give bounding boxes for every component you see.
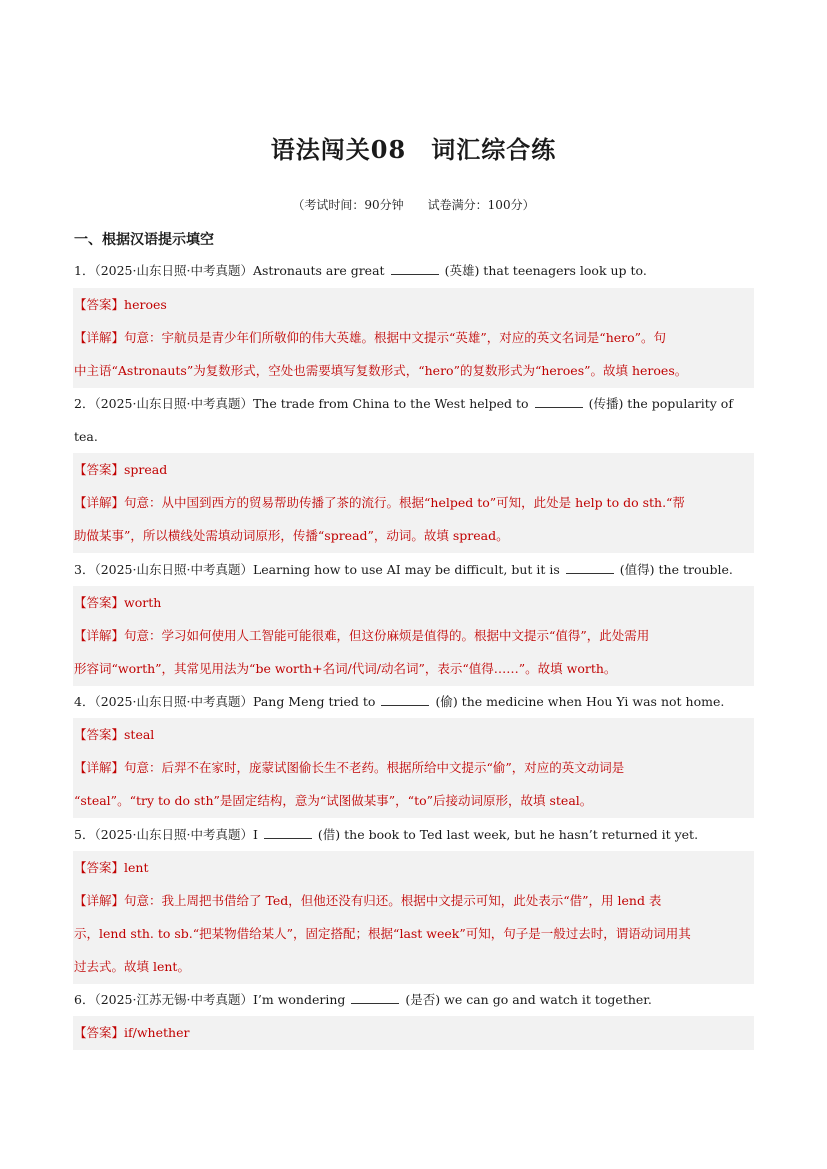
answer-blank	[391, 260, 439, 275]
detail-4-line-1: 【详解】句意：后羿不在家时，庞蒙试图偷长生不老药。根据所给中文提示“偷”，对应的英文动词是	[74, 760, 625, 775]
answer-blank	[566, 559, 614, 574]
answer-5: 【答案】lent	[74, 860, 149, 875]
detail-3-line-2: 形容词“worth”，其常见用法为“be worth+名词/代词/动名词”，表示“值得……”。故填 worth。	[74, 661, 617, 676]
answer-6: 【答案】if/whether	[74, 1025, 190, 1040]
answer-3: 【答案】worth	[74, 595, 162, 610]
detail-4-line-2: “steal”。“try to do sth”是固定结构，意为“试图做某事”，“to”后接动词原形，故填 steal。	[74, 793, 593, 808]
detail-2-line-1: 【详解】句意：从中国到西方的贸易帮助传播了茶的流行。根据“helped to”可知，此处是 help to do sth.“帮	[74, 495, 685, 510]
question-1: 1．（2025·山东日照·中考真题）Astronauts are great (英雄) that teenagers look up to.	[74, 254, 754, 287]
exam-info: （考试时间：90分钟 试卷满分：100分）	[292, 198, 535, 212]
answer-blank	[264, 824, 312, 839]
detail-1-line-1: 【详解】句意：宇航员是青少年们所敬仰的伟大英雄。根据中文提示“英雄”，对应的英文名词是“hero”。句	[74, 330, 667, 345]
question-5: 5．（2025·山东日照·中考真题）I (借) the book to Ted last week, but he hasn’t returned it yet.	[74, 818, 754, 851]
detail-1-line-2: 中主语“Astronauts”为复数形式，空处也需要填写复数形式，“hero”的复数形式为“heroes”。故填 heroes。	[74, 363, 688, 378]
answer-4: 【答案】steal	[74, 727, 155, 742]
question-4: 4．（2025·山东日照·中考真题）Pang Meng tried to (偷) the medicine when Hou Yi was not home.	[74, 685, 754, 718]
question-2: 2．（2025·山东日照·中考真题）The trade from China to the West helped to (传播) the popularity of	[74, 387, 754, 420]
page-title: 语法闯关08 词汇综合练	[270, 135, 557, 164]
question-6: 6．（2025·江苏无锡·中考真题）I’m wondering (是否) we can go and watch it together.	[74, 983, 754, 1016]
detail-3-line-1: 【详解】句意：学习如何使用人工智能可能很难，但这份麻烦是值得的。根据中文提示“值得”，此处需用	[74, 628, 650, 643]
answer-1: 【答案】heroes	[74, 297, 167, 312]
detail-2-line-2: 助做某事”，所以横线处需填动词原形，传播“spread”，动词。故填 spread。	[74, 528, 509, 543]
question-3: 3．（2025·山东日照·中考真题）Learning how to use AI may be difficult, but it is (值得) the trouble.	[74, 553, 754, 586]
answer-blank	[535, 393, 583, 408]
answer-blank	[381, 691, 429, 706]
answer-2: 【答案】spread	[74, 462, 168, 477]
detail-5-line-2: 示，lend sth. to sb.“把某物借给某人”，固定搭配；根据“last week”可知，句子是一般过去时，谓语动词用其	[74, 926, 691, 941]
question-2-cont: tea.	[74, 429, 98, 444]
detail-5-line-3: 过去式。故填 lent。	[74, 959, 190, 974]
detail-5-line-1: 【详解】句意：我上周把书借给了 Ted，但他还没有归还。根据中文提示可知，此处表示“借”，用 lend 表	[74, 893, 662, 908]
section-heading: 一、根据汉语提示填空	[74, 232, 214, 248]
answer-blank	[351, 989, 399, 1004]
